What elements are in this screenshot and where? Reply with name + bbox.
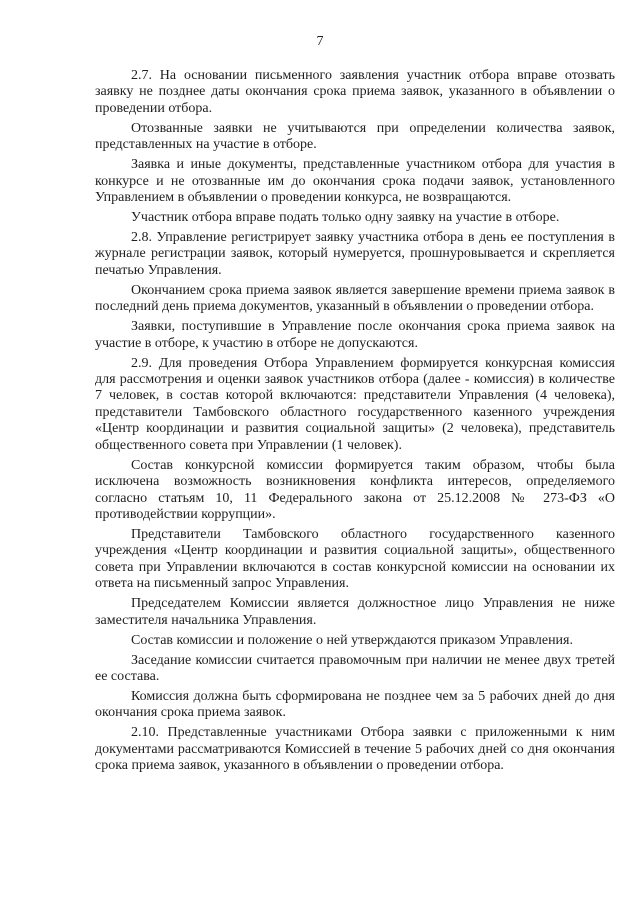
document-body [95,68,615,775]
paragraph-conflict-of-interest: Состав конкурсной комиссии формируется таким образом, чтобы была исключена возможность возникновения конфликта интересов, определяемого согласно статьям 10, 11 Федерального закона от 25.12.2008 № 273-ФЗ «О противодействии коррупции». [95,457,615,522]
paragraph-quorum: Заседание комиссии считается правомочным при наличии не менее двух третей ее состава. [95,652,615,684]
paragraph-2-8: 2.8. Управление регистрирует заявку участника отбора в день ее поступления в журнале регистрации заявок, который нумеруется, прошнуровывается и скрепляется печатью Управления. [95,230,615,278]
paragraph-deadline-definition: Окончанием срока приема заявок является завершение времени приема заявок в последний день приема документов, указанный в объявлении о проведении отбора. [95,282,615,315]
paragraph-one-application: Участник отбора вправе подать только одну заявку на участие в отборе. [131,210,560,226]
page-number: 7 [316,34,324,49]
paragraph-late-applications: Заявки, поступившие в Управление после окончания срока приема заявок на участие в отборе, к участию в отборе не допускаются. [95,319,615,351]
paragraph-2-9: 2.9. Для проведения Отбора Управлением формируется конкурсная комиссия для рассмотрения и оценки заявок участников отбора (далее - комиссия) в количестве 7 человек, в состав которой включаются: представители Управления (4 человека), представители Тамбовского областного государственного казенного учреждения «Центр координации и развития социальной защиты» (2 человека), представитель общественного совета при Управлении (1 человек). [95,355,615,453]
paragraph-2-10: 2.10. Представленные участниками Отбора заявки с приложенными к ним документами рассматриваются Комиссией в течение 5 рабочих дней со дня окончания срока приема заявок, указанного в объявлении о проведении отбора. [95,725,615,774]
paragraph-2-7: 2.7. На основании письменного заявления участник отбора вправе отозвать заявку не позднее даты окончания срока приема заявок, указанного в объявлении о проведении отбора. [95,68,615,116]
paragraph-withdrawn-applications: Отозванные заявки не учитываются при определении количества заявок, представленных на участие в отборе. [95,120,615,153]
paragraph-approval-order: Состав комиссии и положение о ней утверждаются приказом Управления. [131,632,573,648]
paragraph-representatives: Представители Тамбовского областного государственного казенного учреждения «Центр координации и развития социальной защиты», общественного совета при Управлении включаются в состав конкурсной комиссии на основании их ответа на письменный запрос Управления. [95,526,615,592]
paragraph-chairman: Председателем Комиссии является должностное лицо Управления не ниже заместителя начальника Управления. [95,596,615,628]
paragraph-documents-not-returned: Заявка и иные документы, представленные участником отбора для участия в конкурсе и не отозванные им до окончания срока подачи заявок, установленного Управлением в объявлении о проведении конкурса, не возвращаются. [95,157,615,206]
paragraph-formation-deadline: Комиссия должна быть сформирована не позднее чем за 5 рабочих дней до дня окончания срока приема заявок. [95,688,615,721]
